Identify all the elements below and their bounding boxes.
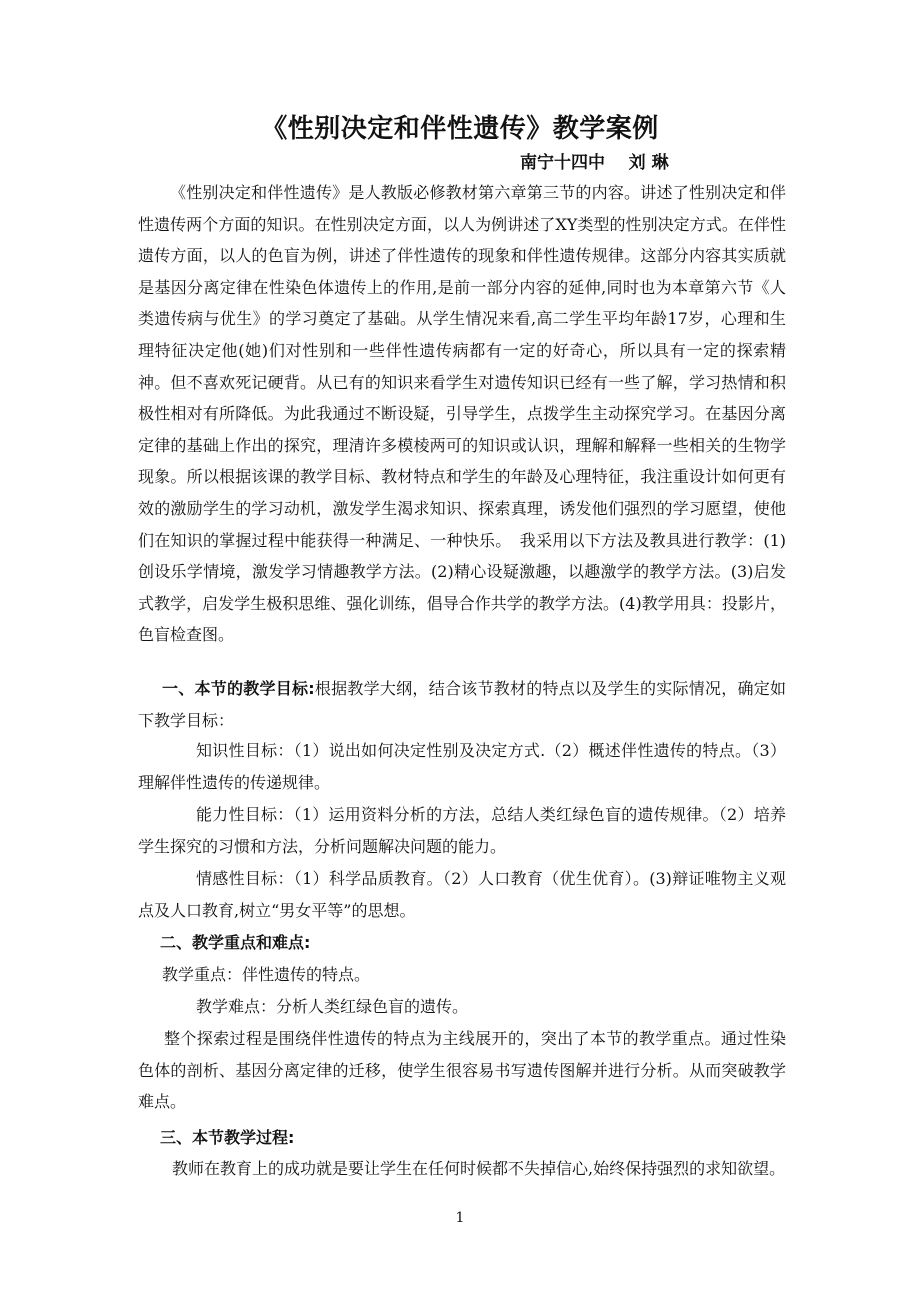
page-number: 1 <box>455 1210 465 1226</box>
section-2-heading: 二、教学重点和难点: <box>160 933 311 952</box>
author-line: 南宁十四中 刘 琳 <box>520 153 669 173</box>
key-point: 教学重点：伴性遗传的特点。 <box>162 965 371 984</box>
section-1-paragraph <box>138 673 786 736</box>
document-title: 《性别决定和伴性遗传》教学案例 <box>261 114 659 144</box>
section-3-text: 教师在教育上的成功就是要让学生在任何时候都不失掉信心,始终保持强烈的求知欲望。 <box>172 1159 786 1178</box>
section-1-text: 根据教学大纲，结合该节教材的特点以及学生的实际情况，确定如下教学目标： <box>138 679 786 730</box>
section-2-explanation: 整个探索过程是围绕伴性遗传的特点为主线展开的，突出了本节的教学重点。通过性染色体的剖析、基因分离定律的迁移，使学生很容易书写遗传图解并进行分析。从而突破教学难点。 <box>138 1029 786 1112</box>
ability-goal: 能力性目标：（1）运用资料分析的方法，总结人类红绿色盲的遗传规律。（2）培养学生探究的习惯和方法，分析问题解决问题的能力。 <box>138 805 786 856</box>
intro-paragraph: 《性别决定和伴性遗传》是人教版必修教材第六章第三节的内容。讲述了性别决定和伴性遗传两个方面的知识。在性别决定方面，以人为例讲述了XY类型的性别决定方式。在伴性遗传方面，以人的色盲为例，讲述了伴性遗传的现象和伴性遗传规律。这部分内容其实质就是基因分离定律在性染色体遗传上的作用,是前一部分内容的延伸,同时也为本章第六节《人类遗传病与优生》的学习奠定了基础。从学生情况来看,高二学生平均年龄17岁，心理和生理特征决定他(她)们对性别和一些伴性遗传病都有一定的好奇心，所以具有一定的探索精神。但不喜欢死记硬背。从已有的知识来看学生对遗传知识已经有一些了解，学习热情和积极性相对有所降低。为此我通过不断设疑，引导学生，点拨学生主动探究学习。在基因分离定律的基础上作出的探究，理清许多模棱两可的知识或认识，理解和解释一些相关的生物学现象。所以根据该课的教学目标、教材特点和学生的年龄及心理特征，我注重设计如何更有效的激励学生的学习动机，激发学生渴求知识、探索真理，诱发他们强烈的学习愿望，使他们在知识的掌握过程中能获得一种满足、一种快乐。 我采用以下方法及教具进行教学：(1)创设乐学情境，激发学习情趣教学方法。(2)精心设疑激趣，以趣激学的教学方法。(3)启发式教学，启发学生极积思维、强化训练，倡导合作共学的教学方法。(4)教学用具：投影片，色盲检查图。 <box>138 183 786 645</box>
knowledge-goal: 知识性目标：（1）说出如何决定性别及决定方式.（2）概述伴性遗传的特点。（3）理解伴性遗传的传递规律。 <box>138 741 786 792</box>
section-3-heading: 三、本节教学过程: <box>160 1128 295 1147</box>
difficult-point: 教学难点：分析人类红绿色盲的遗传。 <box>196 997 469 1016</box>
section-1-heading: 一、本节的教学目标: <box>162 679 315 698</box>
emotion-goal: 情感性目标：（1）科学品质教育。（2）人口教育（优生优育）。(3)辩证唯物主义观点及人口教育,树立“男女平等”的思想。 <box>138 869 786 920</box>
